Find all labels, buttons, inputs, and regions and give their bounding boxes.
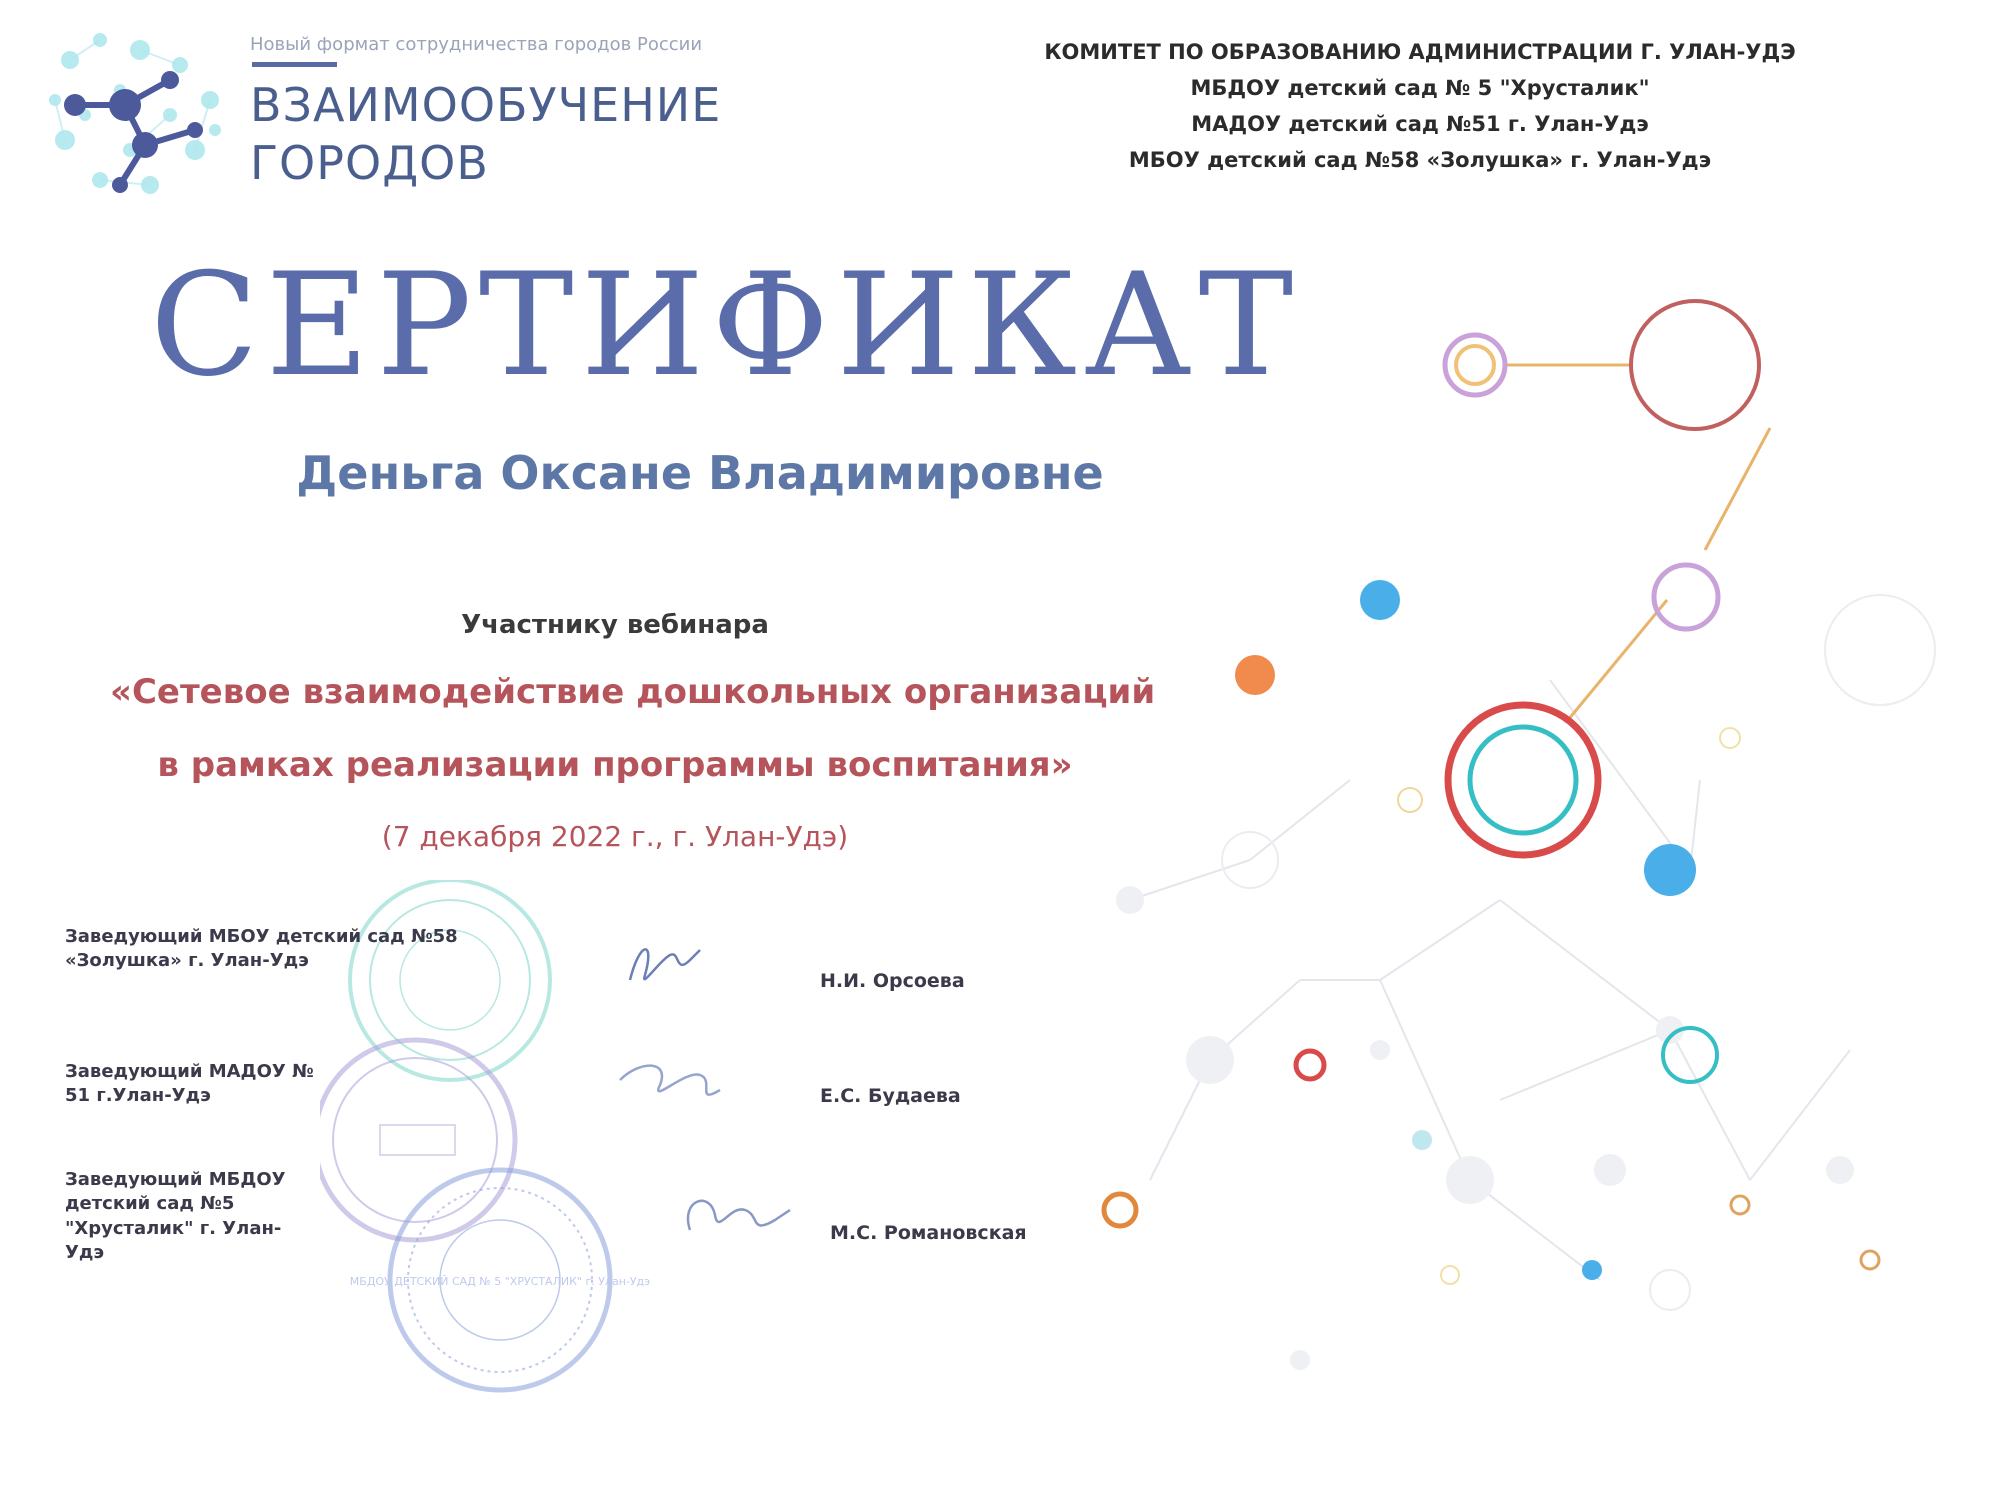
- signature-3-icon: [688, 1201, 790, 1230]
- logo-title-line1: ВЗАИМООБУЧЕНИЕ: [250, 78, 722, 132]
- decorative-network-graphic: [1050, 280, 2000, 1430]
- molecule-logo-icon: [40, 20, 240, 210]
- header-org-1: МБДОУ детский сад № 5 "Хрусталик": [1190, 76, 1650, 100]
- signatory-3-name: М.С. Романовская: [830, 1222, 1027, 1244]
- logo-title-line2: ГОРОДОВ: [250, 136, 489, 190]
- webinar-topic-line1: «Сетевое взаимодействие дошкольных организаций: [110, 672, 1156, 712]
- certificate-title: СЕРТИФИКАТ: [150, 243, 1301, 408]
- event-date-place: (7 декабря 2022 г., г. Улан-Удэ): [381, 820, 849, 853]
- recipient-name: Деньга Оксане Владимировне: [296, 446, 1104, 500]
- signatory-2-name: Е.С. Будаева: [820, 1085, 961, 1107]
- webinar-topic-line2: в рамках реализации программы воспитания»: [157, 745, 1073, 785]
- stamp-1-icon: [350, 880, 550, 1080]
- handwritten-signatures: [600, 920, 800, 1280]
- svg-text:МБДОУ ДЕТСКИЙ САД № 5 "ХРУСТАЛ: МБДОУ ДЕТСКИЙ САД № 5 "ХРУСТАЛИК" г. Улан-Удэ: [349, 1275, 651, 1288]
- header-committee: КОМИТЕТ ПО ОБРАЗОВАНИЮ АДМИНИСТРАЦИИ Г. УЛАН-УДЭ: [1044, 40, 1796, 64]
- signatory-1-position: Заведующий МБОУ детский сад №58 «Золушка» г. Улан-Удэ: [65, 926, 458, 972]
- header-org-2: МАДОУ детский сад №51 г. Улан-Удэ: [1191, 112, 1649, 136]
- signatory-1-name: Н.И. Орсоева: [820, 970, 965, 992]
- signature-1-icon: [630, 949, 700, 980]
- signature-2-icon: [620, 1066, 720, 1095]
- header-org-3: МБОУ детский сад №58 «Золушка» г. Улан-Удэ: [1128, 148, 1712, 172]
- signatory-2-position: Заведующий МАДОУ № 51 г.Улан-Удэ: [65, 1061, 314, 1107]
- logo-tagline: Новый формат сотрудничества городов России: [250, 34, 703, 55]
- participant-label: Участнику вебинара: [461, 610, 769, 640]
- signatory-3-position: Заведующий МБДОУ детский сад №5 "Хрусталик" г. Улан-Удэ: [65, 1169, 286, 1263]
- logo-divider: [252, 62, 337, 67]
